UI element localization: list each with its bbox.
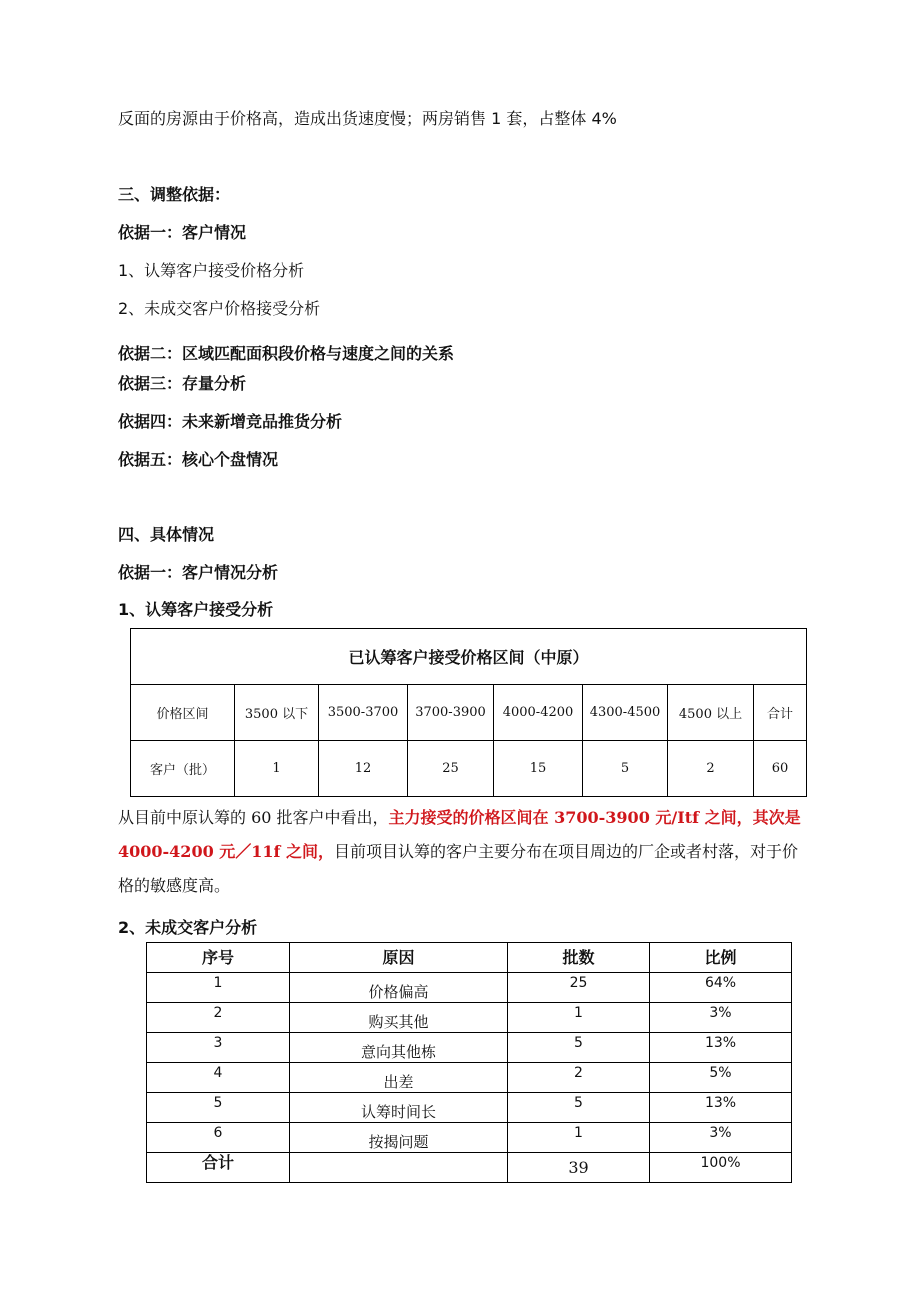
table-cell: 39 — [508, 1153, 650, 1183]
section3-heading: 三、调整依据： — [118, 185, 231, 204]
table-cell: 1 — [508, 1123, 650, 1153]
table-cell: 5% — [650, 1063, 792, 1093]
table-cell: 12 — [319, 741, 408, 797]
table-cell: 按揭问题 — [290, 1123, 508, 1153]
table-cell: 25 — [508, 973, 650, 1003]
table-header-cell: 价格区间 — [131, 685, 235, 741]
table-cell: 3 — [147, 1033, 290, 1063]
table-cell: 1 — [147, 973, 290, 1003]
table-cell: 25 — [408, 741, 494, 797]
intro-text: 反面的房源由于价格高，造成出货速度慢；两房销售 1 套，占整体 4% — [118, 109, 617, 128]
table-header-cell: 序号 — [147, 943, 290, 973]
table-cell: 13% — [650, 1093, 792, 1123]
table-header-cell: 4500 以上 — [668, 685, 754, 741]
basis5-heading: 依据五：核心个盘情况 — [118, 450, 279, 469]
table-header-cell: 原因 — [290, 943, 508, 973]
table-header-cell: 4000-4200 — [494, 685, 583, 741]
basis1-item1: 1、认筹客户接受价格分析 — [118, 261, 305, 280]
basis1-heading: 依据一：客户情况 — [118, 223, 247, 242]
section4-heading: 四、具体情况 — [118, 525, 215, 544]
table-header-cell: 4300-4500 — [583, 685, 668, 741]
table-cell: 价格偏高 — [290, 973, 508, 1003]
table-cell: 5 — [508, 1033, 650, 1063]
subsection2-heading: 2、未成交客户分析 — [118, 918, 258, 937]
table-row — [147, 973, 792, 1003]
table-row — [147, 1003, 792, 1033]
price-range-table — [130, 628, 807, 797]
table-cell: 5 — [147, 1093, 290, 1123]
table-cell: 3% — [650, 1123, 792, 1153]
table-cell: 100% — [650, 1153, 792, 1183]
table-header-cell: 批数 — [508, 943, 650, 973]
table-cell: 6 — [147, 1123, 290, 1153]
table-cell — [290, 1153, 508, 1183]
table-header-cell: 3500-3700 — [319, 685, 408, 741]
table-row — [147, 1063, 792, 1093]
table-row — [147, 1123, 792, 1153]
analysis-highlight-secondary: 其次是 4000-4200 元／11f 之间， — [118, 808, 801, 861]
table-cell: 3% — [650, 1003, 792, 1033]
table-row — [147, 1033, 792, 1063]
table-row — [131, 685, 807, 741]
table-cell: 出差 — [290, 1063, 508, 1093]
table-total-row — [147, 1153, 792, 1183]
analysis-highlight-main: 主力接受的价格区间在 3700-3900 元/Itf 之间， — [388, 808, 753, 827]
table-row — [131, 741, 807, 797]
table-cell: 2 — [147, 1003, 290, 1033]
price-range-table-title: 已认筹客户接受价格区间（中原） — [131, 629, 807, 685]
subsection1-heading: 1、认筹客户接受分析 — [118, 600, 274, 619]
basis1-item2: 2、未成交客户价格接受分析 — [118, 299, 321, 318]
table-header-cell: 3500 以下 — [235, 685, 319, 741]
table-cell: 合计 — [147, 1153, 290, 1183]
table-cell: 5 — [583, 741, 668, 797]
table-cell: 认筹时间长 — [290, 1093, 508, 1123]
table-cell: 购买其他 — [290, 1003, 508, 1033]
table-row — [147, 943, 792, 973]
table-cell: 15 — [494, 741, 583, 797]
table-cell: 4 — [147, 1063, 290, 1093]
table-cell: 5 — [508, 1093, 650, 1123]
analysis-text-1: 从目前中原认筹的 60 批客户中看出， — [118, 808, 389, 827]
analysis-paragraph — [118, 801, 808, 903]
table-header-cell: 合计 — [754, 685, 807, 741]
table-header-cell: 3700-3900 — [408, 685, 494, 741]
table-cell: 意向其他栋 — [290, 1033, 508, 1063]
basis2-heading: 依据二：区域匹配面积段价格与速度之间的关系 — [118, 344, 455, 363]
table-cell: 2 — [668, 741, 754, 797]
basis3-heading: 依据三：存量分析 — [118, 374, 247, 393]
table-header-cell: 比例 — [650, 943, 792, 973]
section4-basis1: 依据一：客户情况分析 — [118, 563, 279, 582]
table-cell: 13% — [650, 1033, 792, 1063]
table-cell: 1 — [235, 741, 319, 797]
table-cell: 2 — [508, 1063, 650, 1093]
table-cell: 64% — [650, 973, 792, 1003]
table-cell: 1 — [508, 1003, 650, 1033]
table-cell: 客户（批） — [131, 741, 235, 797]
table-cell: 60 — [754, 741, 807, 797]
lost-customers-table — [146, 942, 792, 1183]
table-row — [147, 1093, 792, 1123]
basis4-heading: 依据四：未来新增竞品推货分析 — [118, 412, 343, 431]
analysis-text-2: 目前项目认筹的客户主要分布在项目周边的厂企或者村落，对于价格的敏感度高。 — [118, 842, 799, 895]
